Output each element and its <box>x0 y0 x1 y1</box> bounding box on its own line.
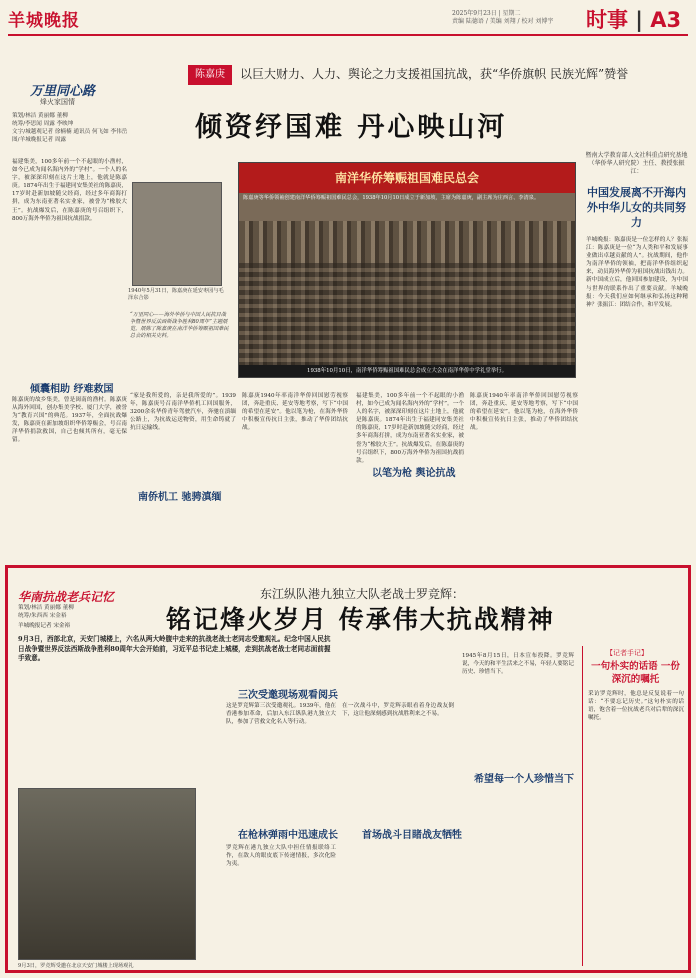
sidebar-body: 羊城晚报：陈嘉庚是一位怎样的人？张振江：陈嘉庚是一位“为人类和平和发展事业做出卓越贡献的人”。抗战期间，他作为南洋华侨的领袖，把南洋华侨组织起来，动员海外华侨为祖国抗战出钱出力。新中国成立后，他回国参加建设，为中国与世界的联系作出了重要贡献。羊城晚报：今天我们应如何继承和弘扬这种精神？张振江：团结合作，和平发展。 <box>586 237 688 308</box>
bottom-subhead-1: 三次受邀现场观看阅兵 <box>238 690 338 701</box>
series-subtitle: 烽火家国情 <box>40 98 75 106</box>
feature-kicker: 以巨大财力、人力、舆论之力支援祖国抗战，获“华侨旗帜 民族光辉”赞誉 <box>240 67 629 81</box>
photo-caption: 1938年10月10日，南洋华侨筹赈祖国难民总会成立大会在南洋华侨中学礼堂举行。 <box>239 365 575 377</box>
bottom-body-3: 在一次战斗中，罗竞辉亲眼看着身边战友倒下，这让他深刻感到抗战胜利来之不易。 <box>342 703 454 718</box>
credit-line: 统筹/朱西西 宋金裕 <box>18 613 67 619</box>
bottom-credits <box>18 604 138 620</box>
portrait-caption: 1940年5月31日，陈嘉庚在延安枣园与毛泽东合影 <box>128 288 224 301</box>
body-column-5: 福建集美，100多年前一个不起眼的小渔村，如今已成为闻名海内外的“学村”。一个人的名字，被深深印刻在这片土地上，他就是陈嘉庚。1874年出生于福建同安集美社的陈嘉庚，17岁时赴新加坡随父经商，经过多年商海打拼，成为东南亚著名实业家，被誉为“橡胶大王”。抗战爆发后，在陈嘉庚的号召组织下，800万海外华侨为祖国抗战捐款。 <box>356 393 464 464</box>
section-name: 时事 <box>586 8 628 32</box>
feature-title: 倾资纾国难 丹心映山河 <box>195 112 508 143</box>
credit-line: 图/羊城晚报记者 周露 <box>12 137 67 143</box>
photo-crowd-shade <box>239 263 575 367</box>
sidebar-intro: 暨南大学教育部人文社科重点研究基地（华侨华人研究院）主任、教授张振江： <box>585 152 688 175</box>
bottom-subhead-4: 希望每一个人珍惜当下 <box>474 774 574 785</box>
editors-text: 责编 陆德语 / 美编 刘翔 / 校对 刘博宇 <box>452 18 554 25</box>
section-tag: 时事 | A3 <box>586 8 682 32</box>
credit-line: 文字/城越观记者 徐楠楠 通讯员 何飞如 李伟岳 <box>12 129 128 135</box>
date-text: 2025年9月23日 | 星期二 <box>452 10 521 17</box>
credit-line: 策划/林洁 黄丽娜 董柳 <box>12 113 68 119</box>
subhead-1: 倾囊相助 纾难救国 <box>30 384 114 395</box>
photo-banner-text: 南洋华侨筹赈祖国难民总会 <box>239 163 575 193</box>
dateline <box>452 10 572 26</box>
bottom-reporter: 羊城晚报记者 宋金裕 <box>18 623 71 629</box>
reporter-note-title: 一句朴实的话语 一份深沉的嘱托 <box>591 661 680 685</box>
bottom-series-logo: 华南抗战老兵记忆 <box>18 590 115 604</box>
series-title: 万里同心路 <box>30 84 96 99</box>
body-column-4: 陈嘉庚1940年率南洋华侨回国慰劳视察团，奔赴重庆、延安等地考察，写下“中国的希望在延安”。他以笔为枪，在海外华侨中积极宣传抗日主张，推动了华侨团结抗战。 <box>242 393 348 432</box>
page-number: A3 <box>650 8 682 32</box>
series-credits <box>12 112 137 144</box>
bottom-title: 铭记烽火岁月 传承伟大抗战精神 <box>166 605 555 634</box>
body-column-6: 陈嘉庚1940年率南洋华侨回国慰劳视察团，奔赴重庆、延安等地考察，写下“中国的希望在延安”。他以笔为枪，在海外华侨中积极宣传抗日主张，推动了华侨团结抗战。 <box>470 393 578 432</box>
bottom-lead: 9月3日，西部北京，天安门城楼上，六名从两大岭腹中走来的抗战老战士老同志受邀观礼。纪念中国人民抗日战争暨世界反法西斯战争胜利80周年大会开始前，习近平总书记走上城楼，走到抗战老战士老同志面前握手致意。 <box>18 635 331 662</box>
feature-photo <box>238 162 576 378</box>
bottom-body-2: 罗竞辉在港九独立大队中担任情报联络工作，在敌人的眼皮底下传递情报，多次化险为夷。 <box>226 845 336 868</box>
body-column-3: “家是我所爱的，亲是我所爱的”。1939年，陈嘉庚号召南洋华侨机工回国服务，3200余名华侨青年驾驶汽车，奔驰在滇缅公路上，为抗战运送物资，用生命铸就了抗日运输线。 <box>130 393 236 432</box>
portrait-photo <box>132 182 222 286</box>
credit-line: 策划/林洁 黄丽娜 董柳 <box>18 605 74 611</box>
bottom-subhead-2: 在枪林弹雨中迅速成长 <box>238 830 338 841</box>
photo-overlay-text: 陈嘉庚等华侨领袖创建南洋华侨筹赈祖国难民总会，1938年10月10日成立于新加坡，主席为陈嘉庚，副主席为庄西言、李清泉。 <box>243 195 540 201</box>
subhead-2: 南侨机工 驰骋滇缅 <box>138 492 222 503</box>
bottom-kicker: 东江纵队港九独立大队老战士罗竞辉： <box>260 587 465 601</box>
reporter-note-body: 采访罗竞辉时，他总是反复说着一句话：“不要忘记历史。”这句朴实的话语，饱含着一位抗战老兵对后辈的深沉嘱托。 <box>588 691 684 722</box>
veteran-photo-caption: 9月3日，罗竞辉受邀在北京天安门城楼上现场观礼 <box>18 963 134 969</box>
masthead-logo: 羊城晚报 <box>8 11 80 31</box>
sidebar-title: 中国发展离不开海内外中华儿女的共同努力 <box>587 186 686 229</box>
credit-line: 统筹/李思闻 周露 李映坤 <box>12 121 74 127</box>
body-column-1: 福建集美，100多年前一个不起眼的小渔村，如今已成为闻名海内外的“学村”。一个人的名字，被深深印刻在这片土地上，他就是陈嘉庚。1874年出生于福建同安集美社的陈嘉庚，17岁时赴新加坡随父经商，经过多年商海打拼，成为东南亚著名实业家，被誉为“橡胶大王”。抗战爆发后，在陈嘉庚的号召组织下，800万海外华侨为祖国抗战捐款。 <box>12 159 127 222</box>
subhead-3: 以笔为枪 舆论抗战 <box>372 468 456 479</box>
exhibit-quote: “万里同心——海外华侨与中国人民抗日战争暨世界反法西斯战争胜利80周年”主题展览，展陈了陈嘉庚在南洋华侨筹赈祖国难民总会的相关史料。 <box>130 312 229 339</box>
bottom-subhead-3: 首场战斗目睹战友牺牲 <box>362 830 462 841</box>
author-tag: 陈嘉庚 <box>188 65 232 85</box>
veteran-photo <box>18 788 196 960</box>
reporter-note-tag: 【记者手记】 <box>606 649 648 657</box>
header-rule <box>8 34 688 36</box>
bottom-body-1: 这是罗竞辉第三次受邀观礼。1939年，他在香港参加革命，后加入东江纵队港九独立大队，参加了营救文化名人等行动。 <box>226 703 336 726</box>
body-column-2: 陈嘉庚的故乡集美，曾是闽南的渔村。陈嘉庚从海外回国，创办集美学校、厦门大学，被誉为“教育兴国”的典范。1937年，全面抗战爆发，陈嘉庚在新加坡组织华侨筹赈会，号召南洋华侨捐款救国，自己也倾其所有，毫无保留。 <box>12 397 127 444</box>
bottom-body-4: 1945年8月15日，日本宣布投降。罗竞辉说，今天的和平生活来之不易，年轻人要铭记历史、珍惜当下。 <box>462 653 574 676</box>
